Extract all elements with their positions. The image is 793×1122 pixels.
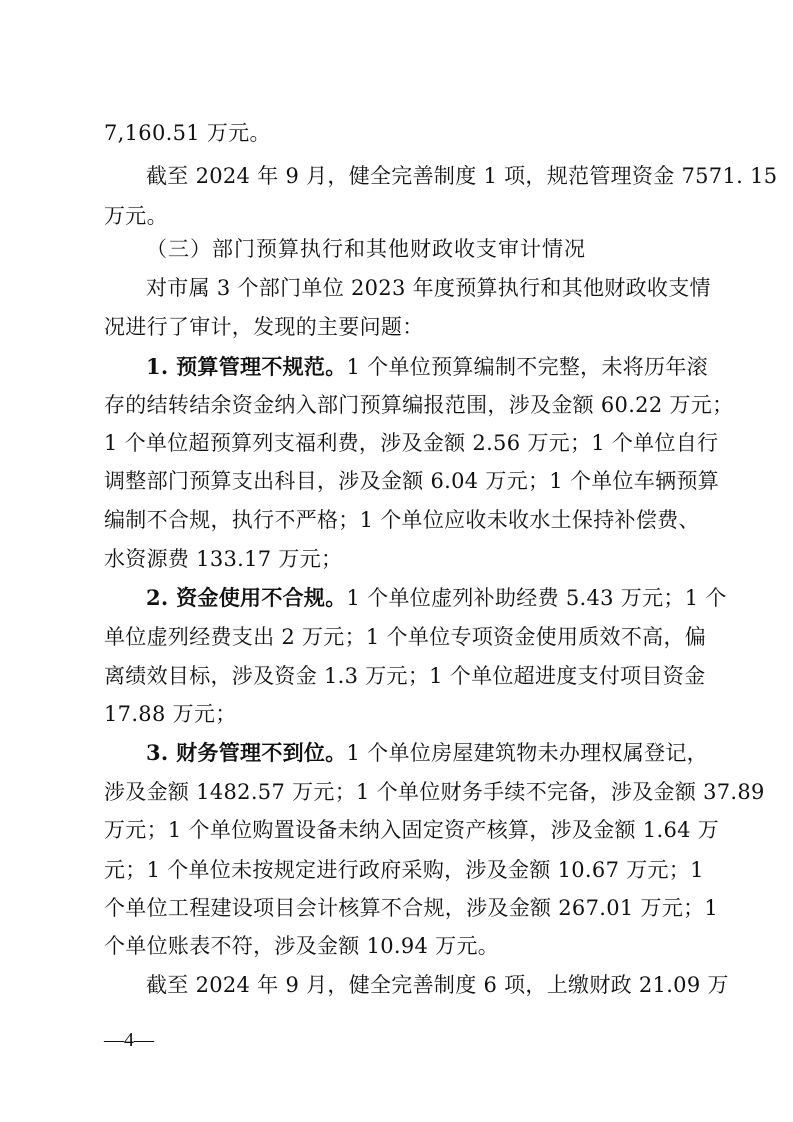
paragraph-text: 1 个单位虚列补助经费 5.43 万元；1 个: [346, 586, 727, 610]
subheading: 1. 预算管理不规范。: [146, 354, 347, 379]
paragraph-line: [146, 738, 708, 768]
paragraph-line: 万元；1 个单位购置设备未纳入固定资产核算，涉及金额 1.64 万: [104, 818, 720, 842]
paragraph-line: 17.88 万元；: [104, 702, 237, 726]
paragraph-line: [146, 583, 727, 613]
paragraph-line: 离绩效目标，涉及资金 1.3 万元；1 个单位超进度支付项目资金: [104, 664, 706, 688]
paragraph-line: 存的结转结余资金纳入部门预算编报范围，涉及金额 60.22 万元；: [104, 393, 734, 417]
subheading: 2. 资金使用不合规。: [146, 585, 347, 610]
paragraph-line: 对市属 3 个部门单位 2023 年度预算执行和其他财政收支情: [146, 276, 711, 300]
paragraph-line: 水资源费 133.17 万元；: [104, 547, 343, 571]
paragraph-line: 截至 2024 年 9 月，健全完善制度 1 项，规范管理资金 7571. 15: [146, 164, 778, 188]
subheading: 3. 财务管理不到位。: [146, 740, 347, 765]
paragraph-line: 涉及金额 1482.57 万元；1 个单位财务手续不完备，涉及金额 37.89: [104, 780, 765, 804]
paragraph-line: 调整部门预算支出科目，涉及金额 6.04 万元；1 个单位车辆预算: [104, 469, 720, 493]
paragraph-line: 7,160.51 万元。: [104, 121, 271, 145]
paragraph-text: 1 个单位房屋建筑物未办理权属登记，: [346, 741, 708, 765]
paragraph-line: 个单位账表不符，涉及金额 10.94 万元。: [104, 934, 500, 958]
paragraph-line: 单位虚列经费支出 2 万元；1 个单位专项资金使用质效不高，偏: [104, 625, 707, 649]
paragraph-line: 截至 2024 年 9 月，健全完善制度 6 项，上缴财政 21.09 万: [146, 973, 729, 997]
paragraph-line: 个单位工程建设项目会计核算不合规，涉及金额 267.01 万元；1: [104, 896, 719, 920]
paragraph-line: 1 个单位超预算列支福利费，涉及金额 2.56 万元；1 个单位自行: [104, 431, 719, 455]
paragraph-line: 元；1 个单位未按规定进行政府采购，涉及金额 10.67 万元；1: [104, 858, 704, 882]
paragraph-line: [146, 352, 708, 382]
page-number: —4—: [104, 1029, 154, 1051]
paragraph-line: 编制不合规，执行不严格；1 个单位应收未收水土保持补偿费、: [104, 508, 700, 532]
paragraph-text: 1 个单位预算编制不完整，未将历年滚: [346, 355, 708, 379]
paragraph-line: 万元。: [104, 204, 168, 228]
section-heading: （三）部门预算执行和其他财政收支审计情况: [146, 237, 586, 261]
paragraph-line: 况进行了审计，发现的主要问题：: [104, 315, 424, 339]
